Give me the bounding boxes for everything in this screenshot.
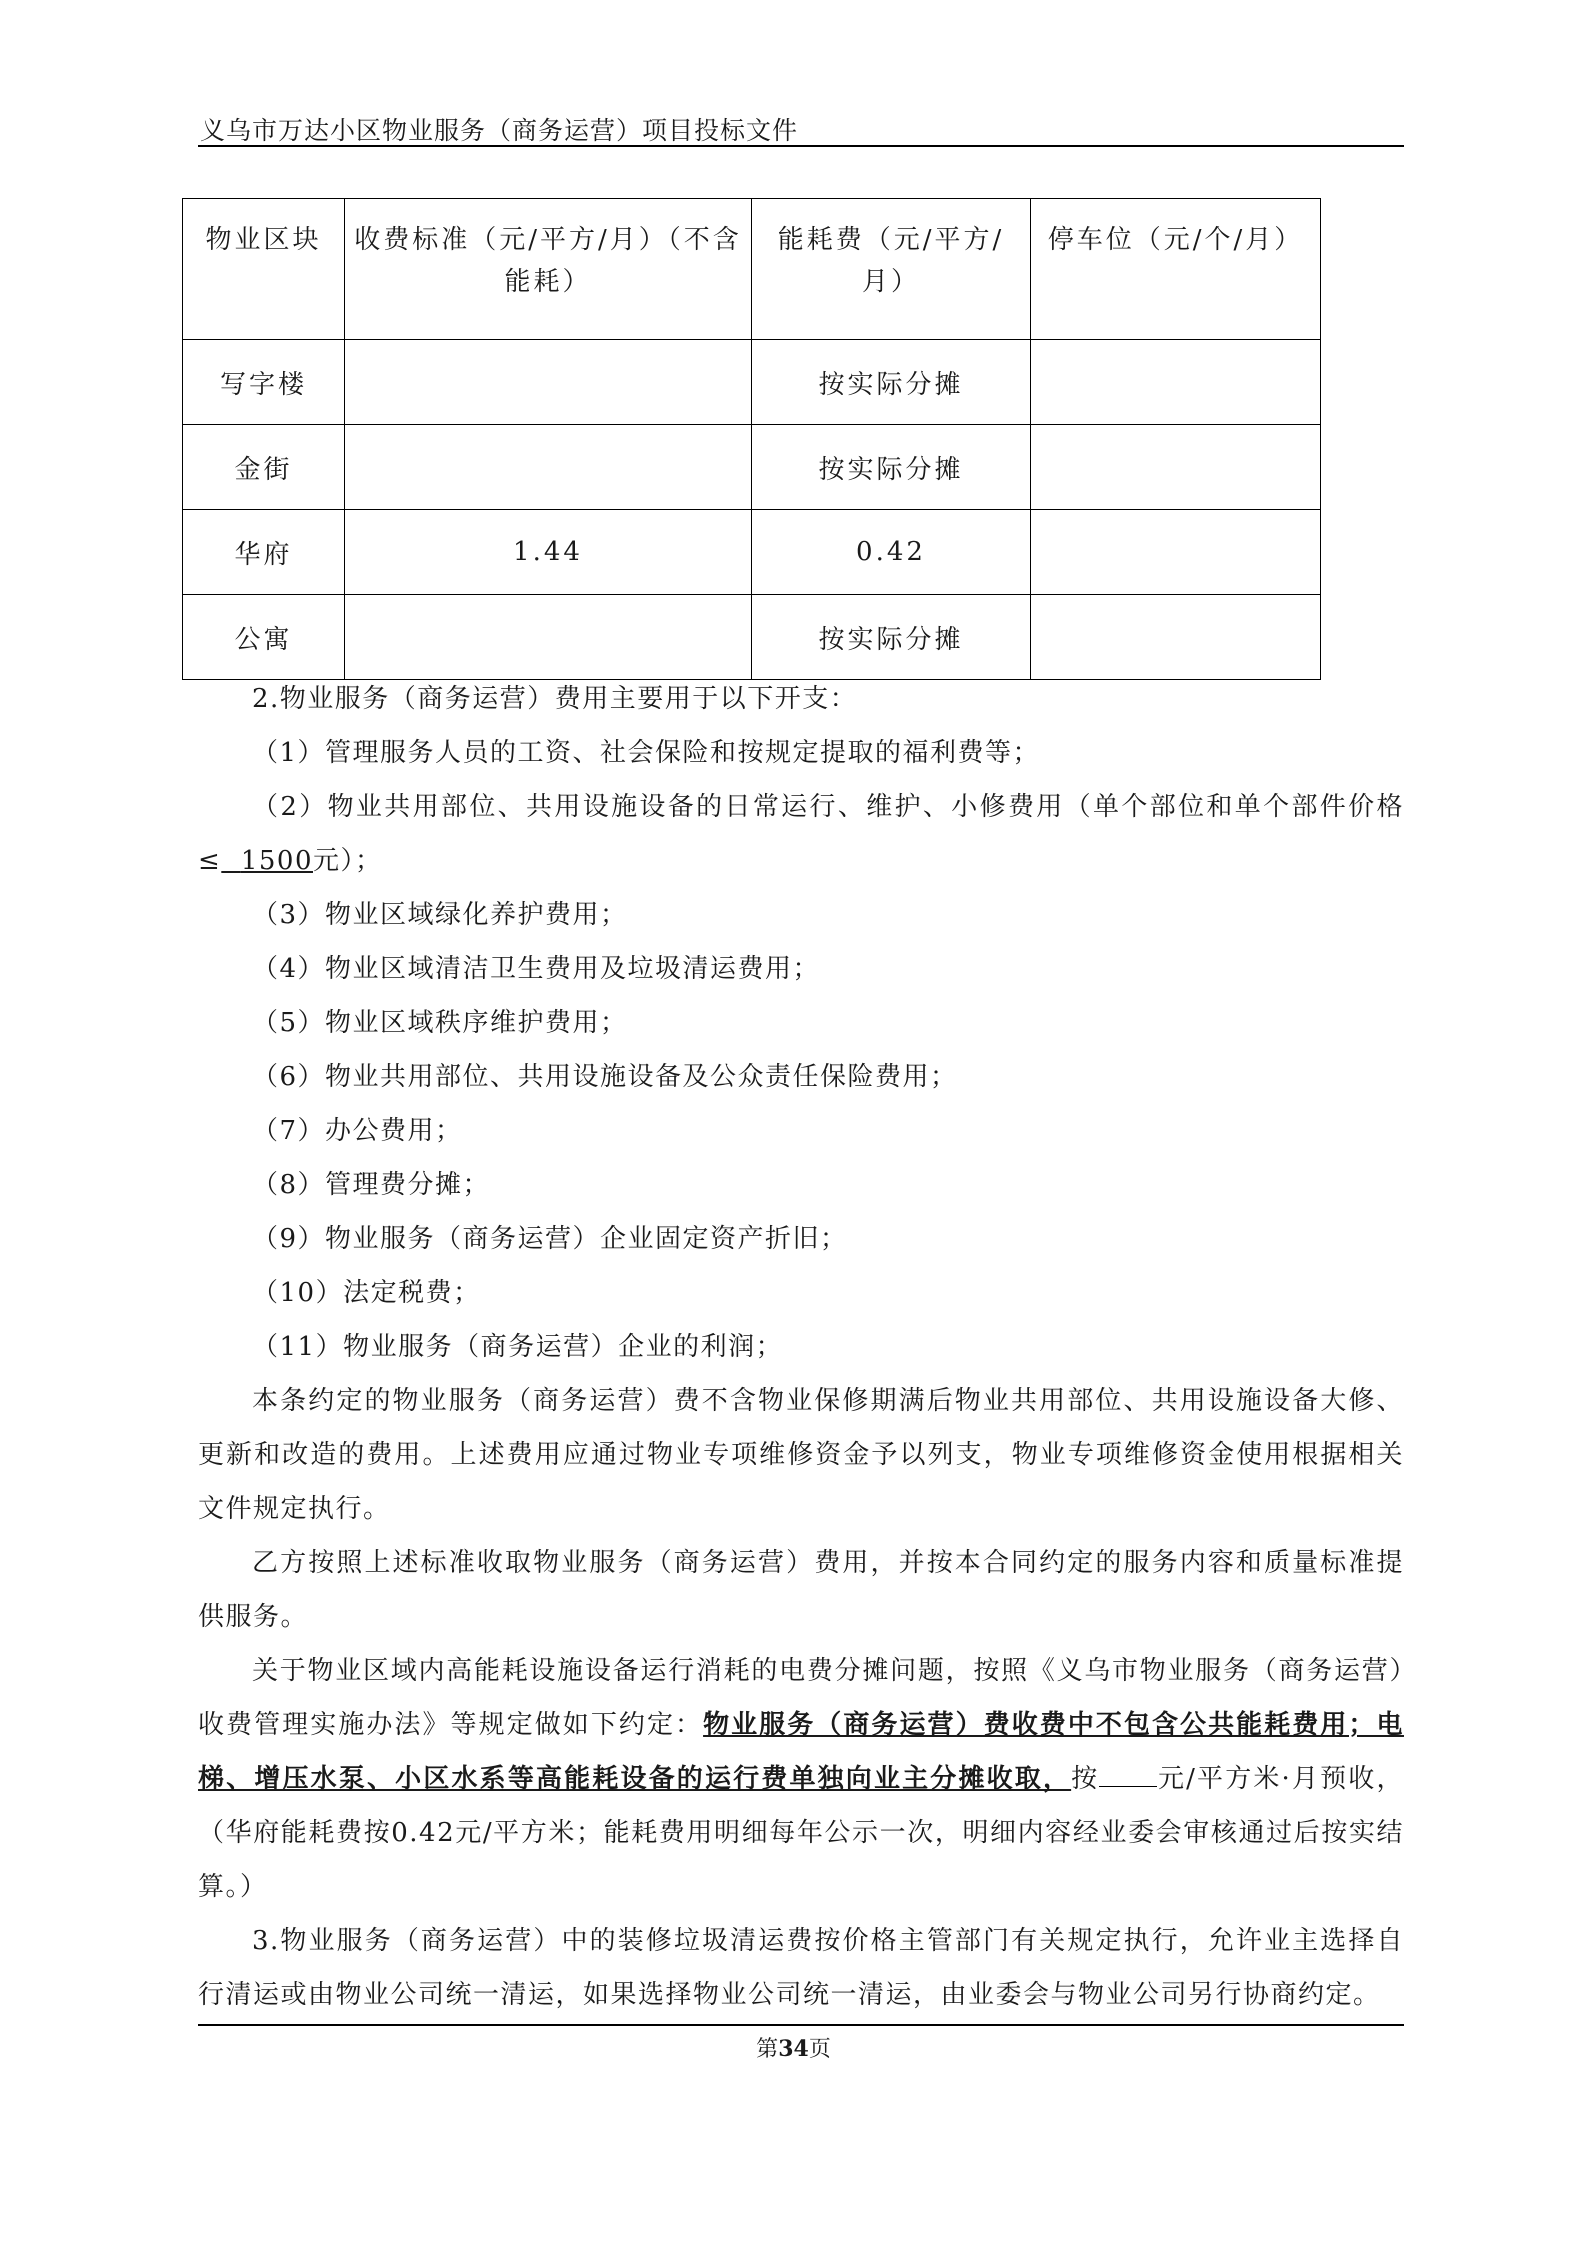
list-item-text: （2）物业共用部位、共用设施设备的日常运行、维护、小修费用（单个部位和单个部件价格≤ [198, 792, 1404, 876]
table-cell [345, 595, 752, 680]
table-cell [1031, 425, 1321, 510]
table-header-cell: 收费标准（元/平方/月）（不含能耗） [345, 199, 752, 340]
list-item: （10）法定税费； [252, 1278, 481, 1308]
table-cell [345, 425, 752, 510]
table-cell: 1.44 [345, 510, 752, 595]
list-item-text: 元）； [313, 846, 383, 876]
paragraph-party-b: 乙方按照上述标准收取物业服务（商务运营）费用，并按本合同约定的服务内容和质量标准提供服务。 [198, 1548, 1404, 1632]
paragraph-intro: 2.物业服务（商务运营）费用主要用于以下开支： [252, 684, 858, 714]
body-text [198, 672, 1404, 2022]
paragraph-renovation: 3.物业服务（商务运营）中的装修垃圾清运费按价格主管部门有关规定执行，允许业主选择自行清运或由物业公司统一清运，如果选择物业公司统一清运，由业委会与物业公司另行协商约定。 [198, 1926, 1404, 2010]
table-row [183, 425, 1321, 510]
page-prefix: 第 [756, 2037, 779, 2062]
table-header-cell: 能耗费（元/平方/月） [752, 199, 1031, 340]
list-item [198, 780, 1404, 888]
page-suffix: 页 [808, 2037, 831, 2062]
table-cell [345, 340, 752, 425]
blank-field [1099, 1762, 1157, 1787]
table-cell: 金街 [183, 425, 345, 510]
energy-text: 按 [1071, 1764, 1100, 1794]
list-item: （1）管理服务人员的工资、社会保险和按规定提取的福利费等； [252, 738, 1041, 768]
page-number [0, 2032, 1587, 2063]
table-cell [1031, 340, 1321, 425]
table-cell: 写字楼 [183, 340, 345, 425]
price-limit-value [221, 846, 313, 876]
paragraph-clause: 本条约定的物业服务（商务运营）费不含物业保修期满后物业共用部位、共用设施设备大修、更新和改造的费用。上述费用应通过物业专项维修资金予以列支，物业专项维修资金使用根据相关文件规定执行。 [198, 1386, 1404, 1524]
table-cell [1031, 595, 1321, 680]
table-cell: 按实际分摊 [752, 595, 1031, 680]
table-row [183, 510, 1321, 595]
list-item: （4）物业区域清洁卫生费用及垃圾清运费用； [252, 954, 821, 984]
energy-text: 元/平方米·月预收，（华府能耗费按0.42元/平方米；能耗费用明细每年公示一次，明细内容经业委会审核通过后按实结算。） [198, 1764, 1404, 1902]
footer-divider [198, 2024, 1404, 2026]
table-header-cell: 物业区块 [183, 199, 345, 340]
table-row [183, 595, 1321, 680]
price-limit-number: 1500 [240, 846, 313, 876]
table-cell: 0.42 [752, 510, 1031, 595]
list-item: （5）物业区域秩序维护费用； [252, 1008, 628, 1038]
list-item: （7）办公费用； [252, 1116, 463, 1146]
header-title: 义乌市万达小区物业服务（商务运营）项目投标文件 [200, 116, 799, 145]
paragraph-energy [198, 1644, 1404, 1914]
table-cell [1031, 510, 1321, 595]
list-item: （6）物业共用部位、共用设施设备及公众责任保险费用； [252, 1062, 958, 1092]
table-header-row [183, 199, 1321, 340]
header-divider [198, 145, 1404, 147]
table-cell: 公寓 [183, 595, 345, 680]
energy-bold-clause: 物业服务（商务运营）费收费中不包含公共能耗费用；电梯、增压水泵、小区水系等高能耗设备的运行费单独向业主分摊收取， [198, 1710, 1404, 1794]
table-header-cell: 停车位（元/个/月） [1031, 199, 1321, 340]
list-item: （3）物业区域绿化养护费用； [252, 900, 628, 930]
list-item: （11）物业服务（商务运营）企业的利润； [252, 1332, 784, 1362]
list-item: （9）物业服务（商务运营）企业固定资产折旧； [252, 1224, 848, 1254]
table-cell: 华府 [183, 510, 345, 595]
page-number-value: 34 [778, 2036, 809, 2062]
energy-text: 关于物业区域内高能耗设施设备运行消耗的电费分摊问题，按照《义乌市物业服务（商务运营）收费管理实施办法》等规定做如下约定： [198, 1656, 1404, 1740]
fee-table [182, 198, 1321, 680]
table-cell: 按实际分摊 [752, 425, 1031, 510]
table-cell: 按实际分摊 [752, 340, 1031, 425]
table-row [183, 340, 1321, 425]
list-item: （8）管理费分摊； [252, 1170, 491, 1200]
